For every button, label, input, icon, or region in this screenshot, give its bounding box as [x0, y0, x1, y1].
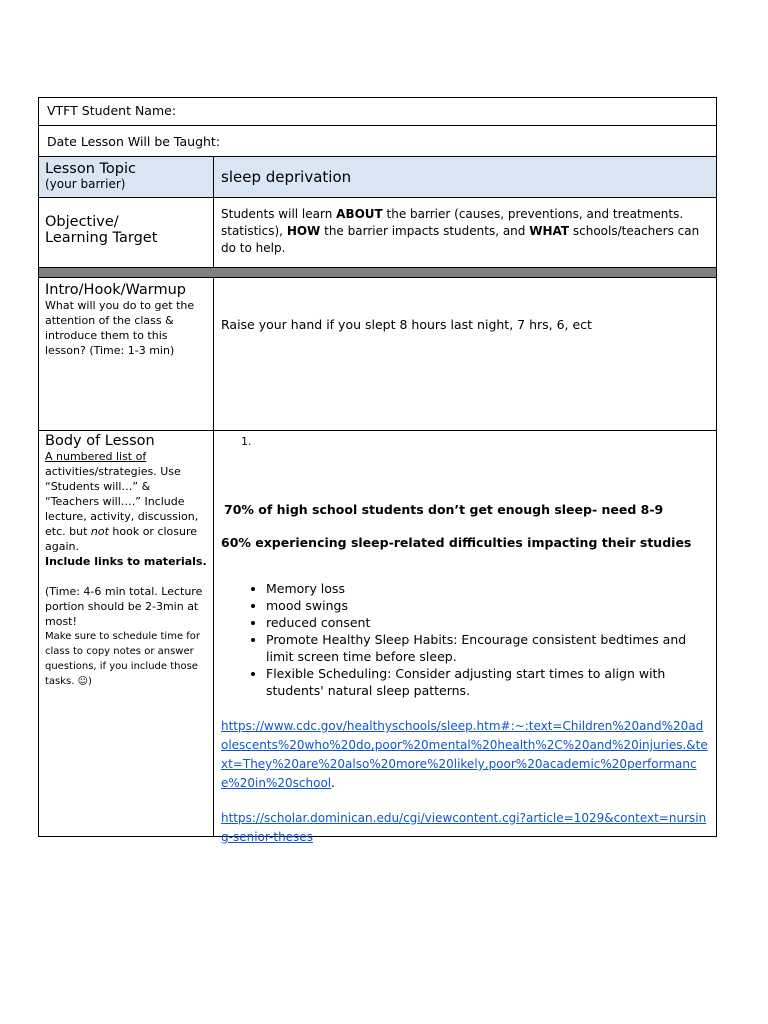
dominican-scholar-link[interactable]: https://scholar.dominican.edu/cgi/viewcontent.cgi?article=1029&context=nursing-senior-theses: [221, 811, 707, 844]
body-desc: activities/strategies. Use “Students will…” & “Teachers will….” Include lecture, activity, discussion, etc. but: [45, 465, 199, 538]
objective-text-part: the barrier impacts students, and: [320, 224, 530, 238]
body-desc-underlined: A numbered list of: [45, 450, 147, 463]
body-list-number: 1.: [241, 435, 252, 448]
student-name-row: [39, 98, 716, 126]
lesson-topic-sublabel: (your barrier): [45, 177, 126, 191]
lesson-topic-row: [39, 157, 716, 198]
student-name-label: VTFT Student Name:: [47, 103, 177, 118]
objective-about: ABOUT: [336, 207, 383, 221]
lesson-plan-table: [38, 97, 717, 844]
date-label: Date Lesson Will be Taught:: [47, 134, 221, 149]
list-item: • reduced consent: [266, 614, 709, 631]
body-label: Body of Lesson: [45, 433, 155, 449]
cdc-sleep-link[interactable]: https://www.cdc.gov/healthyschools/sleep.htm#:~:text=Children%20and%20adolescents%20who%20do,poor%20mental%20health%2C%20and%20injuries.&text=They%20are%20also%20more%20likely,poor%20academic%20performance%20in%20school: [221, 719, 708, 790]
body-desc: hook or closure again.: [45, 525, 198, 553]
body-bullet-list: [221, 580, 709, 699]
body-stat-1: 70% of high school students don’t get enough sleep- need 8-9: [224, 502, 664, 517]
lesson-topic-label: Lesson Topic: [45, 161, 136, 177]
objective-text-part: the barrier (causes, preventions, and treatments. statistics),: [221, 207, 684, 238]
body-desc-links: Include links to materials.: [45, 555, 207, 568]
objective-how: HOW: [286, 224, 321, 238]
intro-label-cell: [39, 278, 214, 430]
objective-text-part: Students will learn: [221, 207, 337, 221]
objective-what: WHAT: [529, 224, 570, 238]
date-row: [39, 126, 716, 157]
intro-description: What will you do to get the attention of the class & introduce them to this lesson? (Time: 1-3 min): [45, 299, 195, 357]
intro-value: Raise your hand if you slept 8 hours last night, 7 hrs, 6, ect: [221, 317, 592, 332]
intro-value-cell: [214, 278, 716, 430]
body-time-note: (Time: 4-6 min total. Lecture portion should be 2-3min at most!: [45, 585, 203, 628]
lesson-topic-label-cell: [39, 157, 214, 197]
lesson-topic-value-cell: [214, 157, 716, 197]
section-divider: [39, 268, 716, 278]
link-suffix: .: [331, 776, 335, 790]
objective-label-cell: [39, 198, 214, 267]
body-content-cell: [214, 431, 716, 844]
lesson-topic-value: sleep deprivation: [221, 168, 352, 186]
body-schedule-note: Make sure to schedule time for class to copy notes or answer questions, if you include those tasks. ☺): [45, 631, 201, 687]
body-stat-2: 60% experiencing sleep-related difficulties impacting their studies: [221, 535, 692, 550]
list-item: • Flexible Scheduling: Consider adjusting start times to align with students' natural sleep patterns.: [266, 665, 709, 699]
objective-row: [39, 198, 716, 268]
list-item: • Memory loss: [266, 580, 709, 597]
body-label-cell: [39, 431, 214, 836]
objective-label-line1: Objective/: [45, 214, 119, 230]
list-item: • mood swings: [266, 597, 709, 614]
intro-row: [39, 278, 716, 431]
list-item: • Promote Healthy Sleep Habits: Encourage consistent bedtimes and limit screen time before sleep.: [266, 631, 709, 665]
intro-label: Intro/Hook/Warmup: [45, 282, 186, 298]
body-desc-not: not: [90, 525, 109, 538]
objective-text-part: schools/teachers can do to help.: [221, 224, 700, 255]
objective-text: [214, 198, 716, 267]
body-row: [39, 431, 716, 844]
objective-label-line2: Learning Target: [45, 230, 158, 246]
